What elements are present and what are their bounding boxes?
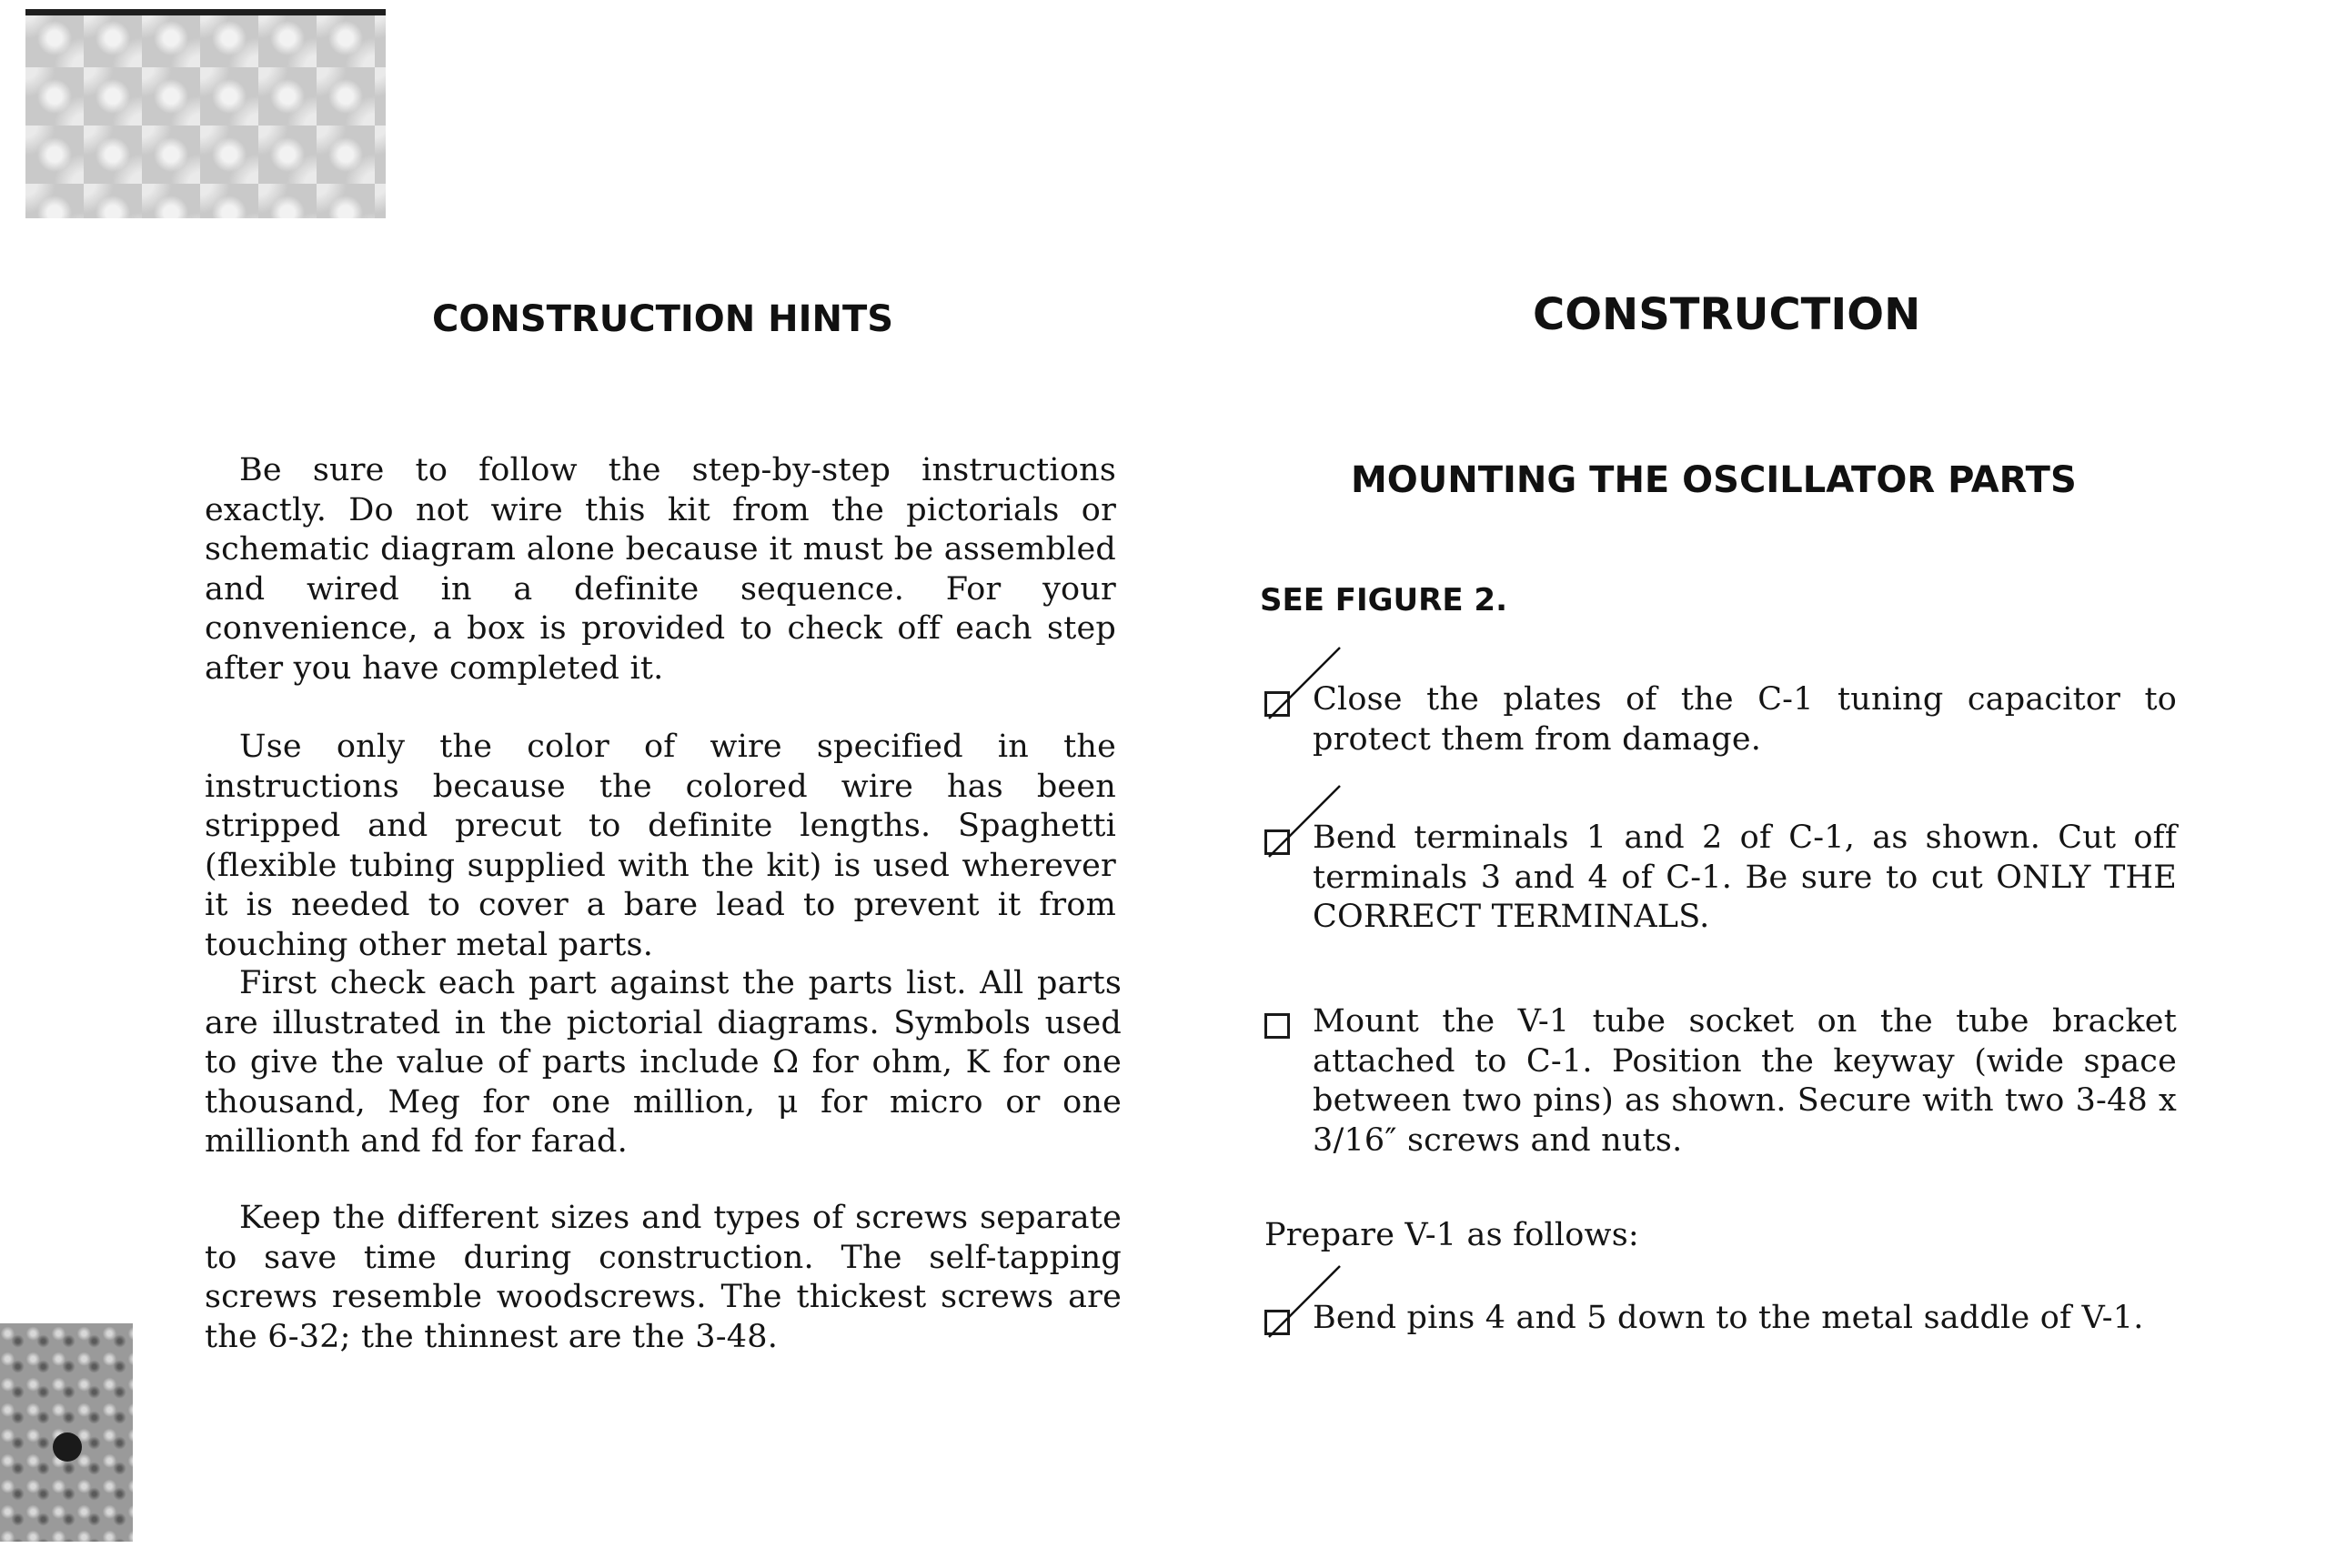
checklist-step	[1260, 819, 2177, 938]
checklist-step	[1260, 680, 2177, 759]
mounting-section-title: MOUNTING THE OSCILLATOR PARTS	[1351, 459, 2077, 501]
hints-paragraph: Use only the color of wire specified in the instructions because the colored wire has been stripped and precut to definite lengths. Spaghetti (flexible tubing supplied with the kit) is used wherever it is needed to cover a bare lead to prevent it from touching other metal parts.	[205, 729, 1116, 963]
oscillator-photo	[25, 9, 386, 218]
hints-paragraph: First check each part against the parts list. All parts are illustrated in the pictorial diagrams. Symbols used to give the value of parts include Ω for ohm, K for one thousand, Meg for one million, μ for micro or one millionth and fd for farad.	[205, 965, 1122, 1160]
step-text: Bend pins 4 and 5 down to the metal saddle of V-1.	[1313, 1300, 2144, 1336]
margin-photo	[0, 1323, 133, 1542]
step-checkbox[interactable]	[1264, 1013, 1290, 1039]
step-text: Bend terminals 1 and 2 of C-1, as shown. Cut off terminals 3 and 4 of C-1. Be sure to cut ONLY THE CORRECT TERMINALS.	[1313, 819, 2177, 935]
check-mark-icon	[1265, 784, 1342, 860]
check-mark-icon	[1265, 646, 1342, 722]
step-text: Mount the V-1 tube socket on the tube bracket attached to C-1. Position the keyway (wide space between two pins) as shown. Secure with two 3-48 x 3/16″ screws and nuts.	[1313, 1003, 2177, 1159]
construction-heading: CONSTRUCTION	[1533, 289, 1921, 340]
prepare-note: Prepare V-1 as follows:	[1264, 1217, 1639, 1253]
hints-paragraph: Keep the different sizes and types of screws separate to save time during construction. The self-tapping screws resemble woodscrews. The thickest screws are the 6-32; the thinnest are the 3-48.	[205, 1200, 1122, 1355]
step-text: Close the plates of the C-1 tuning capacitor to protect them from damage.	[1313, 681, 2177, 758]
figure-reference: SEE FIGURE 2.	[1260, 582, 1507, 618]
construction-hints-heading: CONSTRUCTION HINTS	[432, 298, 894, 340]
checklist-step	[1260, 1299, 2177, 1339]
hints-paragraph: Be sure to follow the step-by-step instructions exactly. Do not wire this kit from the pictorials or schematic diagram alone because it must be assembled and wired in a definite sequence. For your convenience, a box is provided to check off each step after you have completed it.	[205, 452, 1116, 687]
check-mark-icon	[1265, 1264, 1342, 1341]
checklist-step	[1260, 1002, 2177, 1161]
